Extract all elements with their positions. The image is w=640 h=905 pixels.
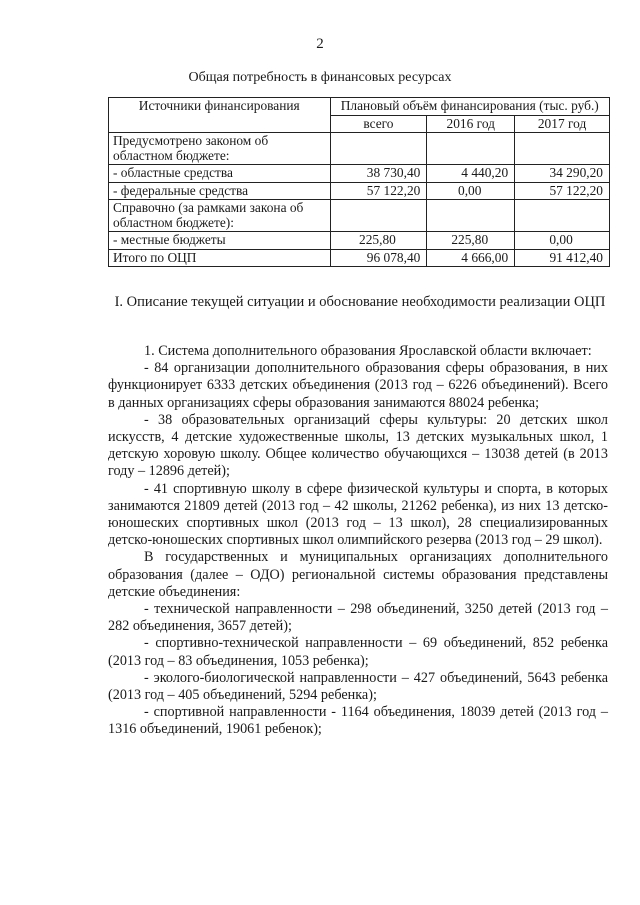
row-label: - местные бюджеты (109, 232, 331, 250)
cell-total: 57 122,20 (330, 182, 427, 200)
cell-2016: 4 440,20 (427, 165, 515, 183)
header-planned: Плановый объём финансирования (тыс. руб.) (330, 98, 609, 116)
finance-table-title: Общая потребность в финансовых ресурсах (188, 70, 452, 85)
cell-2017 (515, 200, 610, 232)
paragraph: - спортивно-технической направленности – 69 объединений, 852 ребенка (2013 год – 83 объединения, 1053 ребенка); (108, 635, 608, 669)
header-total: всего (330, 115, 427, 133)
finance-table (108, 97, 610, 267)
row-label: Справочно (за рамками закона об областном бюджете): (109, 200, 331, 232)
cell-total: 225,80 (330, 232, 427, 250)
page-number: 2 (316, 36, 324, 52)
cell-total (330, 200, 427, 232)
header-source: Источники финансирования (109, 98, 331, 133)
cell-2016: 225,80 (427, 232, 515, 250)
paragraph: 1. Система дополнительного образования Ярославской области включает: (144, 343, 592, 359)
cell-2017: 34 290,20 (515, 165, 610, 183)
cell-total: 96 078,40 (330, 249, 427, 267)
row-label: Итого по ОЦП (109, 249, 331, 267)
cell-2017: 57 122,20 (515, 182, 610, 200)
table-row-total (109, 249, 610, 267)
table-row (109, 200, 610, 232)
header-2017: 2017 год (515, 115, 610, 133)
cell-2016 (427, 133, 515, 165)
cell-2017 (515, 133, 610, 165)
cell-total (330, 133, 427, 165)
cell-2017: 91 412,40 (515, 249, 610, 267)
paragraph: - 41 спортивную школу в сфере физической культуры и спорта, в которых занимаются 21809 детей (2013 год – 42 школы, 21262 ребенка), из них 13 детско-юношеских спортивных школ (2013 год – 13 школ), 28 специализированных детско-юношеских спортивных школ олимпийского резерва (2013 год – 29 школ). (108, 480, 608, 549)
row-label: Предусмотрено законом об областном бюджете: (109, 133, 331, 165)
finance-header-row (109, 98, 610, 116)
section-heading: I. Описание текущей ситуации и обоснование необходимости реализации ОЦП (114, 294, 606, 310)
paragraph: - 38 образовательных организаций сферы культуры: 20 детских школ искусств, 4 детские художественные школы, 13 детских музыкальных школ, 1 детскую хоровую школу. Общее количество обучающихся – 13038 детей (в 2013 году – 12896 детей); (108, 411, 608, 480)
table-row (109, 232, 610, 250)
cell-2016: 0,00 (427, 182, 515, 200)
row-label: - областные средства (109, 165, 331, 183)
paragraph: В государственных и муниципальных организациях дополнительного образования (далее – ОДО) региональной системы образования представлены детские объединения: (108, 549, 608, 600)
table-row (109, 182, 610, 200)
cell-2016: 4 666,00 (427, 249, 515, 267)
paragraph: - спортивной направленности - 1164 объединения, 18039 детей (2013 год – 1316 объединений, 19061 ребенок); (108, 704, 608, 738)
table-row (109, 133, 610, 165)
paragraph: - эколого-биологической направленности – 427 объединений, 5643 ребенка (2013 год – 405 объединений, 5294 ребенка); (108, 669, 608, 704)
header-2016: 2016 год (427, 115, 515, 133)
section-body (108, 343, 608, 739)
table-row (109, 165, 610, 183)
cell-2016 (427, 200, 515, 232)
cell-2017: 0,00 (515, 232, 610, 250)
row-label: - федеральные средства (109, 182, 331, 200)
paragraph: - технической направленности – 298 объединений, 3250 детей (2013 год – 282 объединения, 3657 детей); (108, 601, 608, 635)
cell-total: 38 730,40 (330, 165, 427, 183)
paragraph: - 84 организации дополнительного образования сферы образования, в них функционирует 6333 детских объединения (2013 год – 6226 объединений). Всего в данных организациях сферы образования занимаются 88024 ребенка; (108, 360, 608, 411)
